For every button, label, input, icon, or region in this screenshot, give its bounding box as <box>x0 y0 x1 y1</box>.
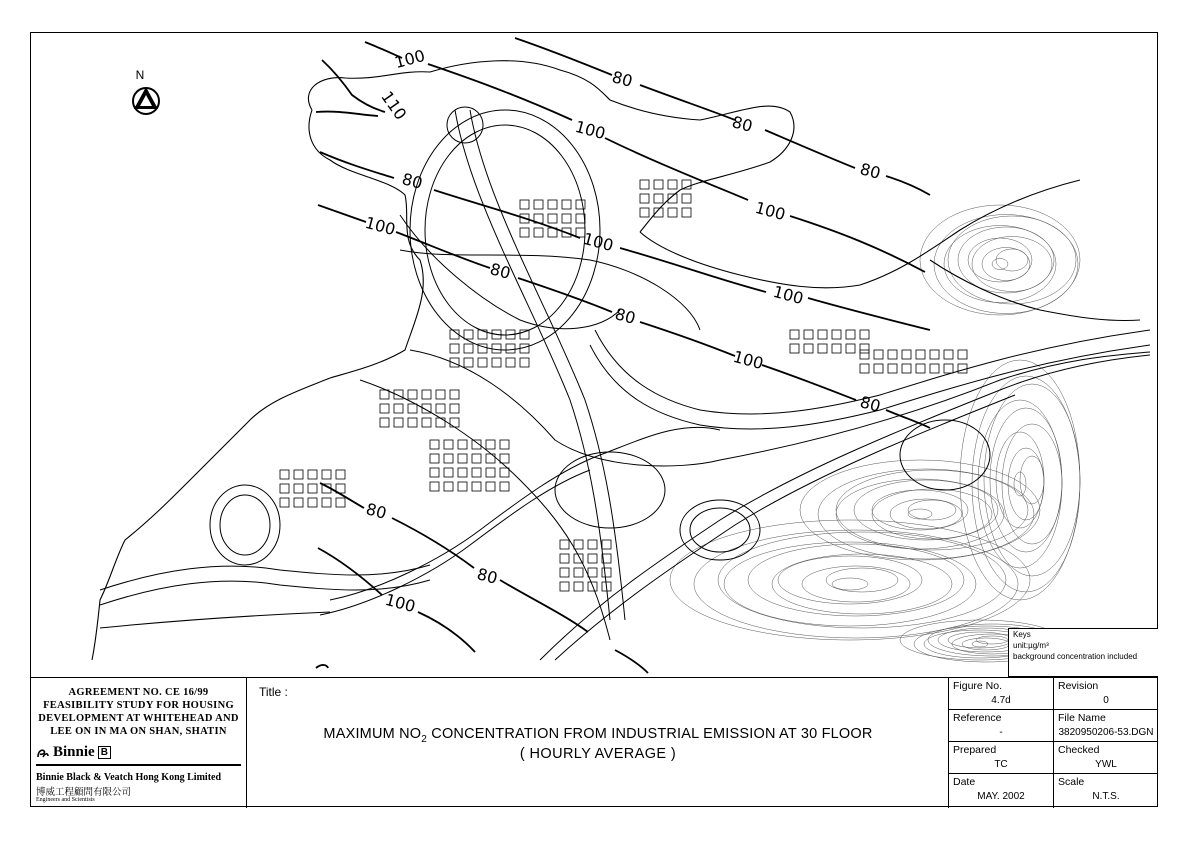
filename-value: 3820950206-53.DGN <box>1058 727 1154 738</box>
contour-label: 80 <box>609 67 635 91</box>
date-value: MAY. 2002 <box>977 791 1025 802</box>
checked-value: YWL <box>1095 759 1117 770</box>
company-tagline: Engineers and Scientists <box>36 797 95 803</box>
contour-label: 80 <box>729 112 755 136</box>
scale-cell: Scale N.T.S. <box>1054 774 1158 808</box>
keys-unit: unit:µg/m³ <box>1013 641 1049 650</box>
company-name-chinese: 博威工程顧問有限公司 <box>36 787 132 798</box>
contour-label: 80 <box>363 499 389 523</box>
figure-cell: Figure No. 4.7d <box>949 678 1054 710</box>
keys-legend <box>1008 628 1158 677</box>
prepared-value: TC <box>994 759 1008 770</box>
contour-label: 100 <box>363 212 398 240</box>
title-panel <box>247 678 949 808</box>
contour-label: 100 <box>573 116 608 144</box>
contour-label: 80 <box>612 304 638 328</box>
title-block <box>30 677 1158 807</box>
title-label: Title : <box>259 685 288 699</box>
agreement-line-4: LEE ON IN MA ON SHAN, SHATIN <box>50 726 227 737</box>
contour-label: 100 <box>731 346 766 374</box>
drawing-subtitle: ( HOURLY AVERAGE ) <box>519 746 677 762</box>
contour-label: 100 <box>753 197 788 225</box>
keys-heading: Keys <box>1013 630 1031 639</box>
drawing-title: MAXIMUM $NO_2$ CONCENTRATION FROM INDUSTRIAL EMISSION AT 30 FLOOR <box>323 726 873 745</box>
checked-cell: Checked YWL <box>1054 742 1158 774</box>
company-logo <box>36 744 111 761</box>
contour-label: 80 <box>474 564 500 588</box>
contour-label: 80 <box>487 259 513 283</box>
agreement-line-1: AGREEMENT NO. CE 16/99 <box>68 687 209 698</box>
scale-value: N.T.S. <box>1092 791 1120 802</box>
revision-cell: Revision 0 <box>1054 678 1158 710</box>
agreement-line-3: DEVELOPMENT AT WHITEHEAD AND <box>38 713 239 724</box>
north-label: N <box>135 68 145 82</box>
contour-label: 100 <box>771 281 806 309</box>
logo-badge: B <box>98 746 111 759</box>
contour-label: 100 <box>581 228 616 256</box>
contour-label: 80 <box>399 169 425 193</box>
reference-value: - <box>999 727 1003 738</box>
figure-number: 4.7d <box>991 695 1011 706</box>
logo-rule <box>36 764 241 766</box>
agreement-line-2: FEASIBILITY STUDY FOR HOUSING <box>43 700 234 711</box>
contour-label: 100 <box>383 589 418 617</box>
logo-name: Binnie <box>53 744 95 760</box>
contour-label: 80 <box>857 159 883 183</box>
contour-label: 100 <box>392 45 427 73</box>
agreement-panel <box>30 678 247 808</box>
date-cell: Date MAY. 2002 <box>949 774 1054 808</box>
binnie-logo-icon <box>36 747 50 759</box>
keys-note: background concentration included <box>1013 652 1138 661</box>
revision-value: 0 <box>1103 695 1109 706</box>
company-name: Binnie Black & Veatch Hong Kong Limited <box>36 772 222 783</box>
contour-label: 110 <box>377 87 411 124</box>
prepared-cell: Prepared TC <box>949 742 1054 774</box>
filename-cell: File Name 3820950206-53.DGN <box>1054 710 1158 742</box>
contour-label: 80 <box>857 392 883 416</box>
reference-cell: Reference - <box>949 710 1054 742</box>
